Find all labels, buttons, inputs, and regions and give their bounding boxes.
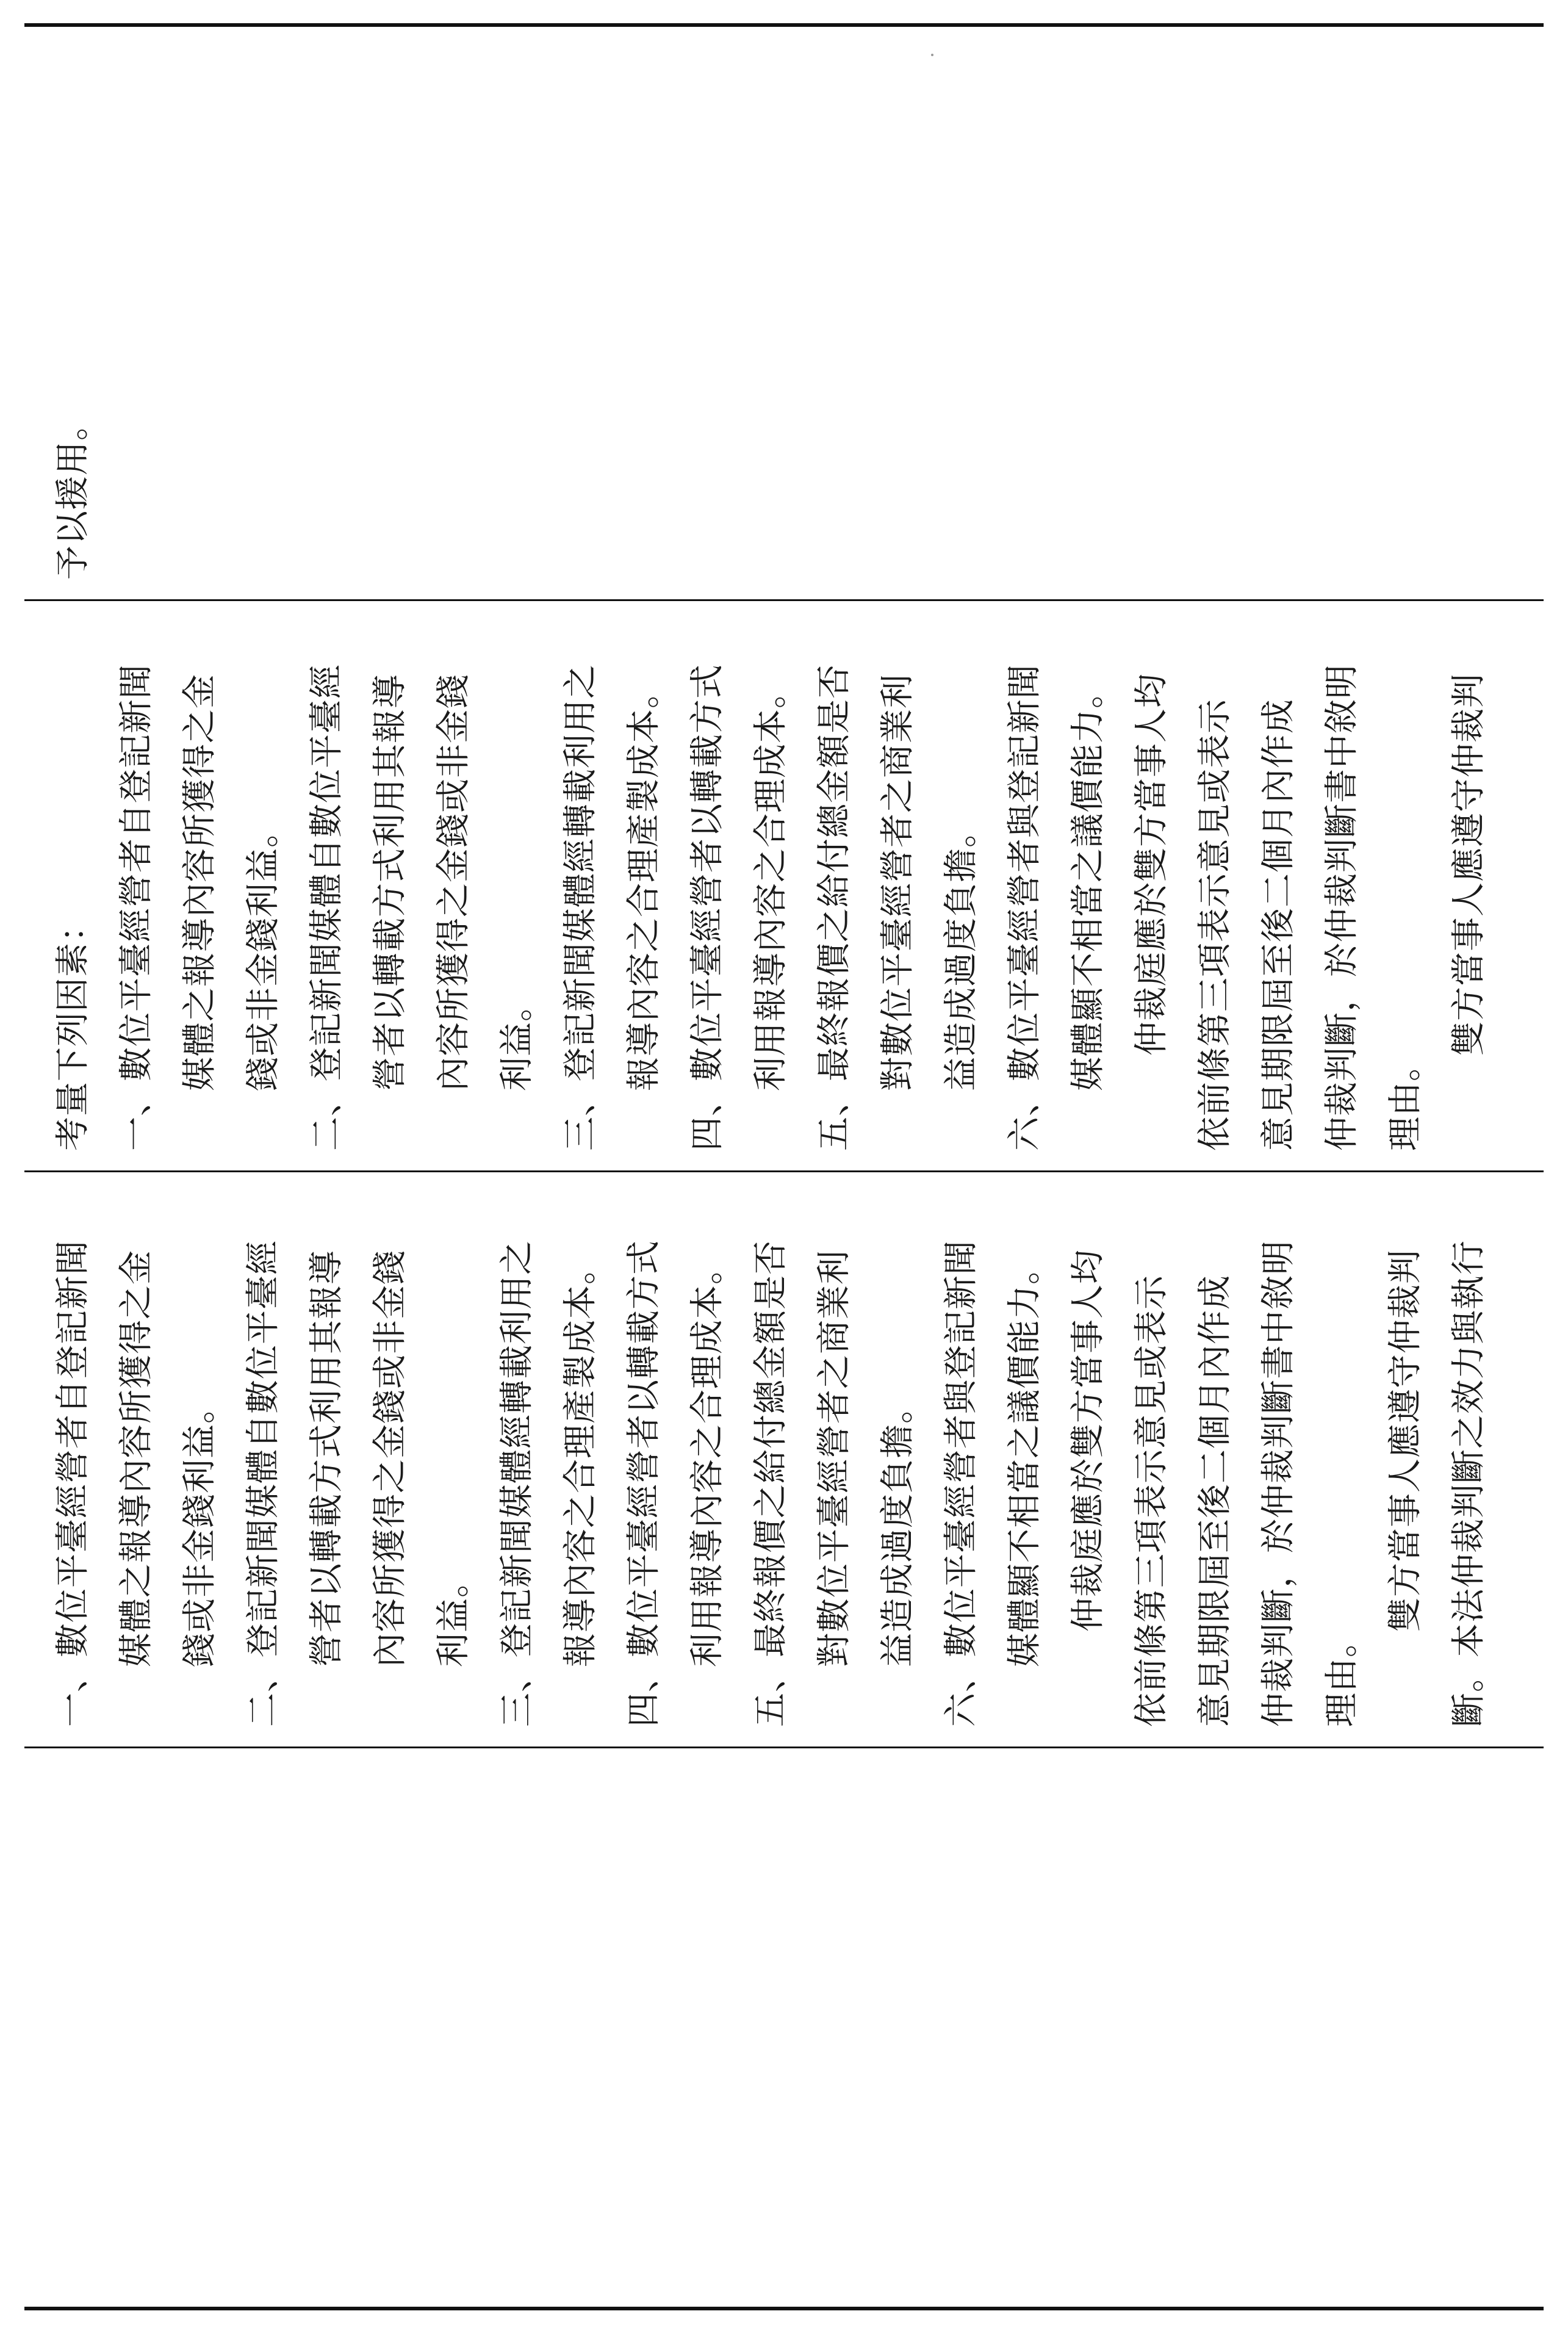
- column-proposal-text: [24, 1173, 1544, 1745]
- text-line: 意見期限屆至後二個月內作成: [1259, 699, 1298, 1151]
- text-line: 媒體之報導內容所獲得之金: [117, 1250, 156, 1667]
- text-line: 對數位平臺經營者之商業利: [878, 674, 918, 1091]
- column-draft-text: [24, 602, 1544, 1169]
- rotated-text-block-3: [24, 1173, 1501, 1745]
- text-line: 媒體之報導內容所獲得之金: [180, 674, 220, 1091]
- rotated-text-block-2: [24, 602, 1501, 1169]
- text-line: 四、數位平臺經營者以轉載方式: [624, 1240, 664, 1727]
- text-line: 五、最終報價之給付總金額是否: [815, 664, 854, 1151]
- text-line: 仲裁判斷，於仲裁判斷書中敘明: [1259, 1240, 1298, 1727]
- text-line: 三、登記新聞媒體經轉載利用之: [561, 664, 600, 1151]
- text-line: 營者以轉載方式利用其報導: [370, 674, 410, 1091]
- text-line: 二、登記新聞媒體自數位平臺經: [243, 1240, 283, 1727]
- text-line: 依前條第三項表示意見或表示: [1132, 1275, 1171, 1727]
- text-line: 媒體顯不相當之議價能力。: [1068, 674, 1108, 1091]
- text-line: 意見期限屆至後二個月內作成: [1195, 1275, 1235, 1727]
- text-line: 內容所獲得之金錢或非金錢: [434, 674, 473, 1091]
- text-line: 理由。: [1386, 1047, 1425, 1151]
- text-line: 媒體顯不相當之議價能力。: [1005, 1250, 1045, 1667]
- text-line: 利益。: [434, 1563, 473, 1667]
- text-line: 利用報導內容之合理成本。: [751, 674, 791, 1091]
- text-line: 對數位平臺經營者之商業利: [815, 1250, 854, 1667]
- text-line: 雙方當事人應遵守仲裁判: [1449, 673, 1489, 1056]
- text-line: 內容所獲得之金錢或非金錢: [370, 1250, 410, 1667]
- text-line: 二、登記新聞媒體自數位平臺經: [307, 664, 347, 1151]
- column-divider-2: [24, 1170, 1544, 1172]
- text-line: 五、最終報價之給付總金額是否: [751, 1240, 791, 1727]
- text-line: 利用報導內容之合理成本。: [688, 1250, 727, 1667]
- text-line: 益造成過度負擔。: [878, 1389, 918, 1667]
- text-line: 斷。本法仲裁判斷之效力與執行: [1449, 1240, 1489, 1727]
- text-line: 營者以轉載方式利用其報導: [307, 1250, 347, 1667]
- text-line: 六、數位平臺經營者與登記新聞: [1005, 664, 1045, 1151]
- text-line: 報導內容之合理產製成本。: [561, 1250, 600, 1667]
- text-line: 仲裁庭應於雙方當事人均: [1068, 1249, 1108, 1632]
- column-divider-1: [24, 599, 1544, 601]
- text-line: 仲裁判斷，於仲裁判斷書中敘明: [1322, 664, 1362, 1151]
- text-line: 一、數位平臺經營者自登記新聞: [53, 1240, 93, 1727]
- text-line: 理由。: [1322, 1623, 1362, 1727]
- text-line: 報導內容之合理產製成本。: [624, 674, 664, 1091]
- text-line: 利益。: [497, 987, 537, 1091]
- text-line: 三、登記新聞媒體經轉載利用之: [497, 1240, 537, 1727]
- text-line: 考量下列因素：: [53, 907, 93, 1151]
- text-line: 一、數位平臺經營者自登記新聞: [117, 664, 156, 1151]
- table-bottom-border: [24, 2307, 1544, 2310]
- text-line: 予以援用。: [53, 406, 93, 580]
- rotated-text-block-1: [24, 28, 105, 598]
- text-line: 仲裁庭應於雙方當事人均: [1132, 673, 1171, 1056]
- text-line: 雙方當事人應遵守仲裁判: [1386, 1249, 1425, 1632]
- column-divider-3: [24, 1747, 1544, 1748]
- text-line: 依前條第三項表示意見或表示: [1195, 699, 1235, 1151]
- text-line: 四、數位平臺經營者以轉載方式: [688, 664, 727, 1151]
- table-top-border: [24, 23, 1544, 27]
- text-line: 錢或非金錢利益。: [243, 813, 283, 1091]
- column-current-text: [24, 28, 1544, 598]
- text-line: 益造成過度負擔。: [941, 813, 981, 1091]
- text-line: 六、數位平臺經營者與登記新聞: [941, 1240, 981, 1727]
- text-line: 錢或非金錢利益。: [180, 1389, 220, 1667]
